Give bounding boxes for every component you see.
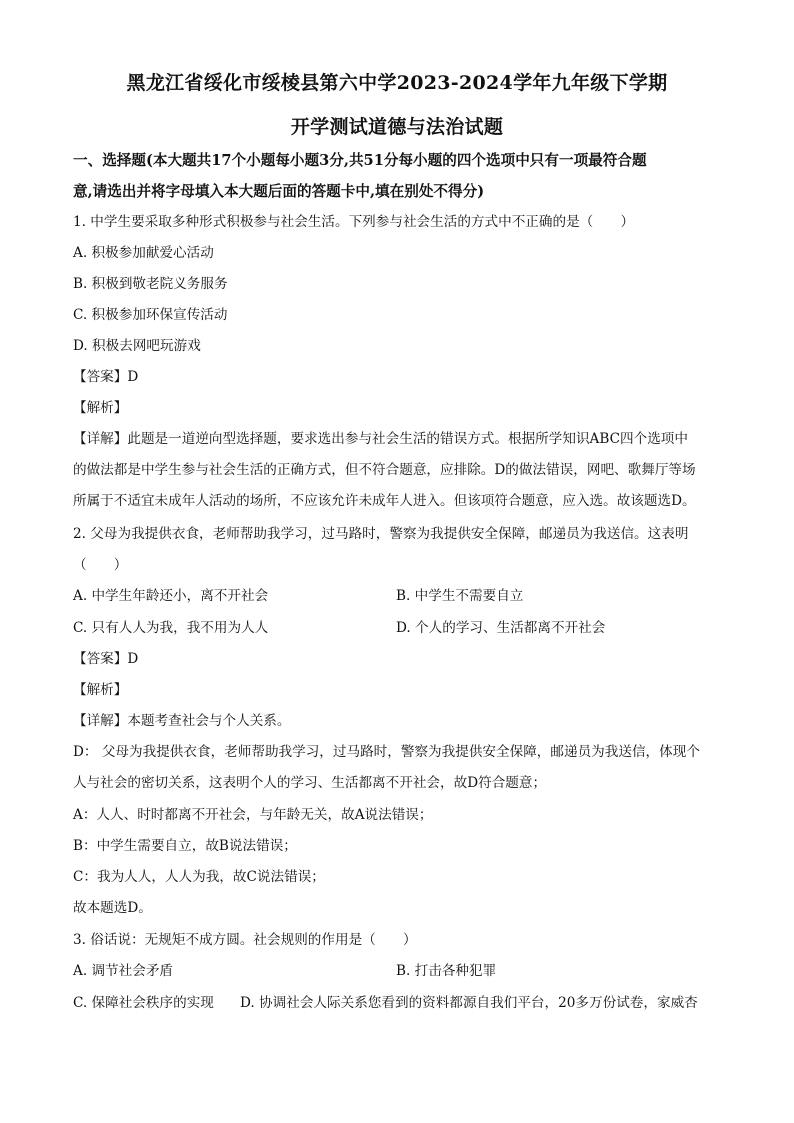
question-3-option-d-with-watermark: D. 协调社会人际关系您看到的资料都源自我们平台，20多万份试卷，家威杏 (240, 995, 698, 1011)
question-1-option-a: A. 积极参加献爱心活动 (73, 245, 214, 261)
question-2-explain-d-line-1: D： 父母为我提供衣食，老师帮助我学习，过马路时，警察为我提供安全保障，邮递员为我送信，体现个 (73, 744, 700, 760)
question-3-option-c: C. 保障社会秩序的实现 (73, 995, 214, 1011)
question-1-answer: 【答案】D (73, 369, 139, 385)
question-2-option-a: A. 中学生年龄还小，离不开社会 (73, 588, 269, 604)
question-2-explain-d-line-2: 人与社会的密切关系，这表明个人的学习、生活都离不开社会，故D符合题意； (73, 775, 547, 791)
question-1-stem: 1. 中学生要采取多种形式积极参与社会生活。下列参与社会生活的方式中不正确的是（ ） (73, 214, 635, 230)
section-heading-line-2: 意,请选出并将字母填入本大题后面的答题卡中,填在别处不得分) (73, 183, 485, 200)
question-2-analysis-label: 【解析】 (73, 682, 128, 698)
question-2-stem-line-1: 2. 父母为我提供衣食，老师帮助我学习，过马路时，警察为我提供安全保障，邮递员为我送信。这表明 (73, 526, 689, 542)
document-title-line-2: 开学测试道德与法治试题 (290, 116, 504, 138)
question-1-option-d: D. 积极去网吧玩游戏 (73, 338, 201, 354)
question-1-detail-line-2: 的做法都是中学生参与社会生活的正确方式，但不符合题意，应排除。D的做法错误，网吧、歌舞厅等场 (73, 462, 696, 478)
question-2-detail: 【详解】本题考查社会与个人关系。 (73, 713, 291, 729)
question-2-explain-c: C：我为人人，人人为我，故C说法错误； (73, 869, 325, 885)
question-2-option-d: D. 个人的学习、生活都离不开社会 (396, 620, 606, 636)
question-2-explain-a: A：人人、时时都离不开社会，与年龄无关，故A说法错误； (73, 807, 433, 823)
question-2-stem-line-2: （ ） (73, 557, 128, 573)
question-2-option-b: B. 中学生不需要自立 (396, 588, 524, 604)
question-3-stem: 3. 俗话说：无规矩不成方圆。社会规则的作用是（ ） (73, 932, 417, 948)
question-2-explain-b: B：中学生需要自立，故B说法错误； (73, 838, 297, 854)
question-2-conclusion: 故本题选D。 (73, 900, 152, 916)
question-1-detail-line-1: 【详解】此题是一道逆向型选择题，要求选出参与社会生活的错误方式。根据所学知识ABC四个选项中 (73, 431, 688, 447)
question-1-option-c: C. 积极参加环保宣传活动 (73, 307, 228, 323)
question-3-option-a: A. 调节社会矛盾 (73, 963, 174, 979)
question-2-answer: 【答案】D (73, 651, 139, 667)
question-1-analysis-label: 【解析】 (73, 400, 128, 416)
question-3-option-b: B. 打击各种犯罪 (396, 963, 497, 979)
question-1-option-b: B. 积极到敬老院义务服务 (73, 276, 228, 292)
section-heading-line-1: 一、选择题(本大题共17个小题每小题3分,共51分每小题的四个选项中只有一项最符合题 (73, 152, 647, 169)
document-title-line-1: 黑龙江省绥化市绥棱县第六中学2023-2024学年九年级下学期 (126, 72, 668, 94)
question-1-detail-line-3: 所属于不适宜未成年人活动的场所，不应该允许未成年人进入。但该项符合题意，应入选。故该题选D。 (73, 493, 696, 509)
question-2-option-c: C. 只有人人为我，我不用为人人 (73, 620, 269, 636)
